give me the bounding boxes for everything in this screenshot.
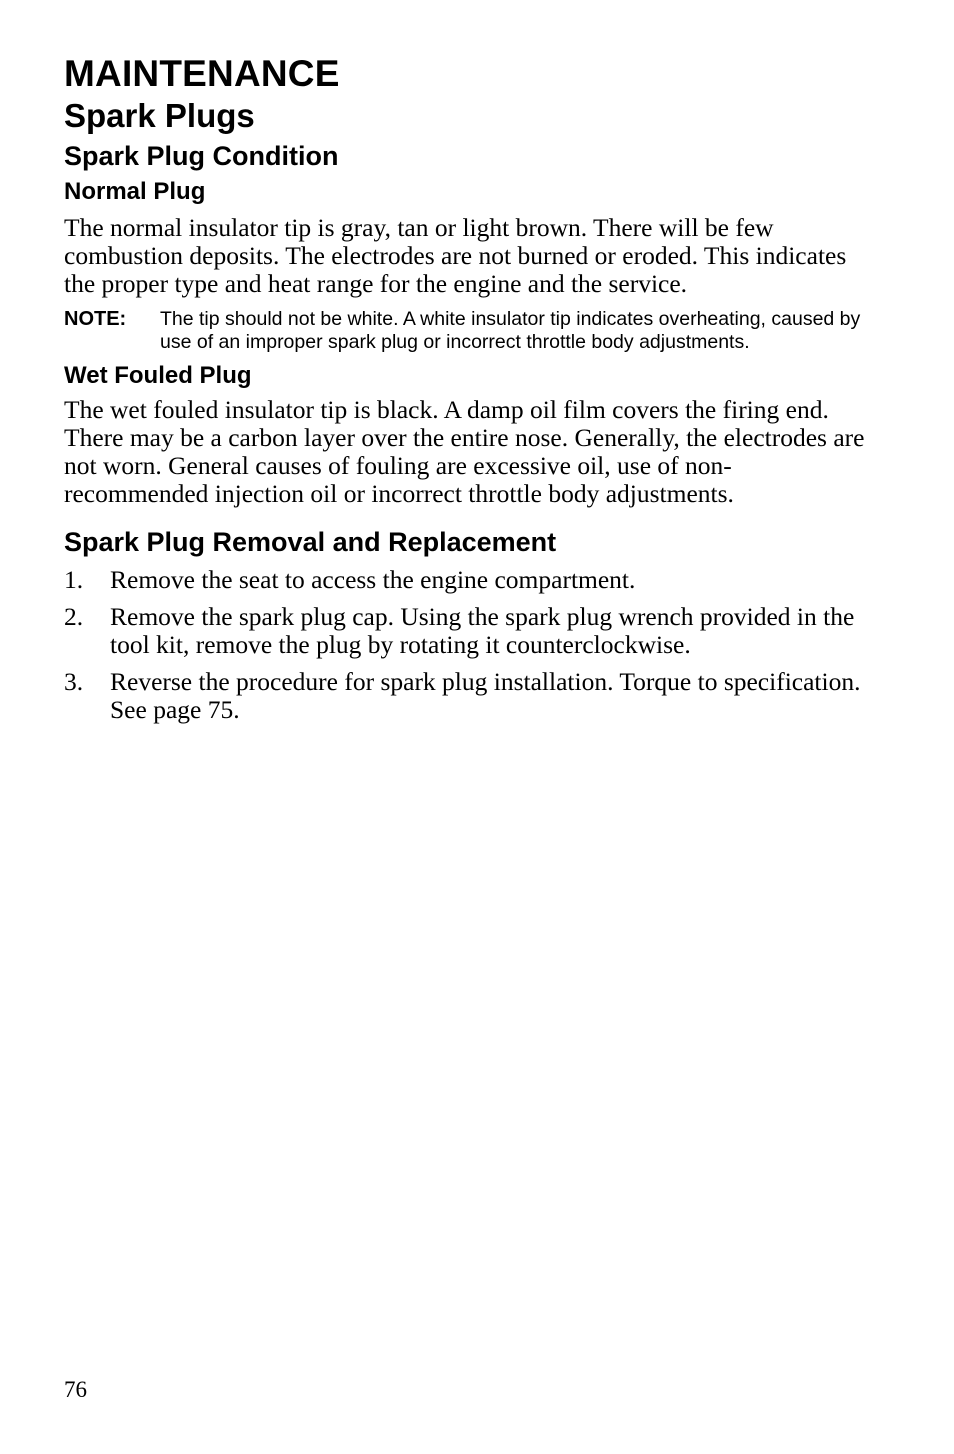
wet-fouled-plug-paragraph: The wet fouled insulator tip is black. A damp oil film covers the firing end. There may be a carbon layer over the entire nose. Generally, the electrodes are not worn. General causes of fouling are excessive oil, use of non-recommended injection oil or incorrect throttle body adjustments. bbox=[64, 395, 865, 508]
removal-step bbox=[64, 566, 874, 594]
removal-heading: Spark Plug Removal and Replacement bbox=[64, 527, 557, 557]
page-number: 76 bbox=[64, 1377, 87, 1402]
removal-step bbox=[64, 668, 874, 724]
step-text: Remove the seat to access the engine compartment. bbox=[110, 565, 636, 594]
note-block bbox=[64, 308, 874, 354]
step-text: Reverse the procedure for spark plug installation. Torque to specification. See page 75. bbox=[110, 667, 861, 724]
page-content bbox=[64, 52, 874, 733]
note-label: NOTE: bbox=[64, 308, 127, 330]
removal-steps-list bbox=[64, 566, 874, 724]
step-text: Remove the spark plug cap. Using the spark plug wrench provided in the tool kit, remove the plug by rotating it counterclockwise. bbox=[110, 602, 855, 659]
wet-fouled-plug-heading: Wet Fouled Plug bbox=[64, 362, 252, 389]
step-number: 2. bbox=[64, 602, 84, 631]
spark-plug-condition-heading: Spark Plug Condition bbox=[64, 141, 339, 171]
section-title: MAINTENANCE bbox=[64, 53, 340, 94]
step-number: 3. bbox=[64, 667, 84, 696]
topic-title: Spark Plugs bbox=[64, 97, 255, 134]
normal-plug-paragraph: The normal insulator tip is gray, tan or light brown. There will be few combustion deposits. The electrodes are not burned or eroded. This indicates the proper type and heat range for the engine and the service. bbox=[64, 213, 847, 298]
removal-step bbox=[64, 603, 874, 659]
step-number: 1. bbox=[64, 565, 84, 594]
normal-plug-heading: Normal Plug bbox=[64, 178, 206, 205]
note-text: The tip should not be white. A white insulator tip indicates overheating, caused by use of an improper spark plug or incorrect throttle body adjustments. bbox=[160, 308, 861, 353]
